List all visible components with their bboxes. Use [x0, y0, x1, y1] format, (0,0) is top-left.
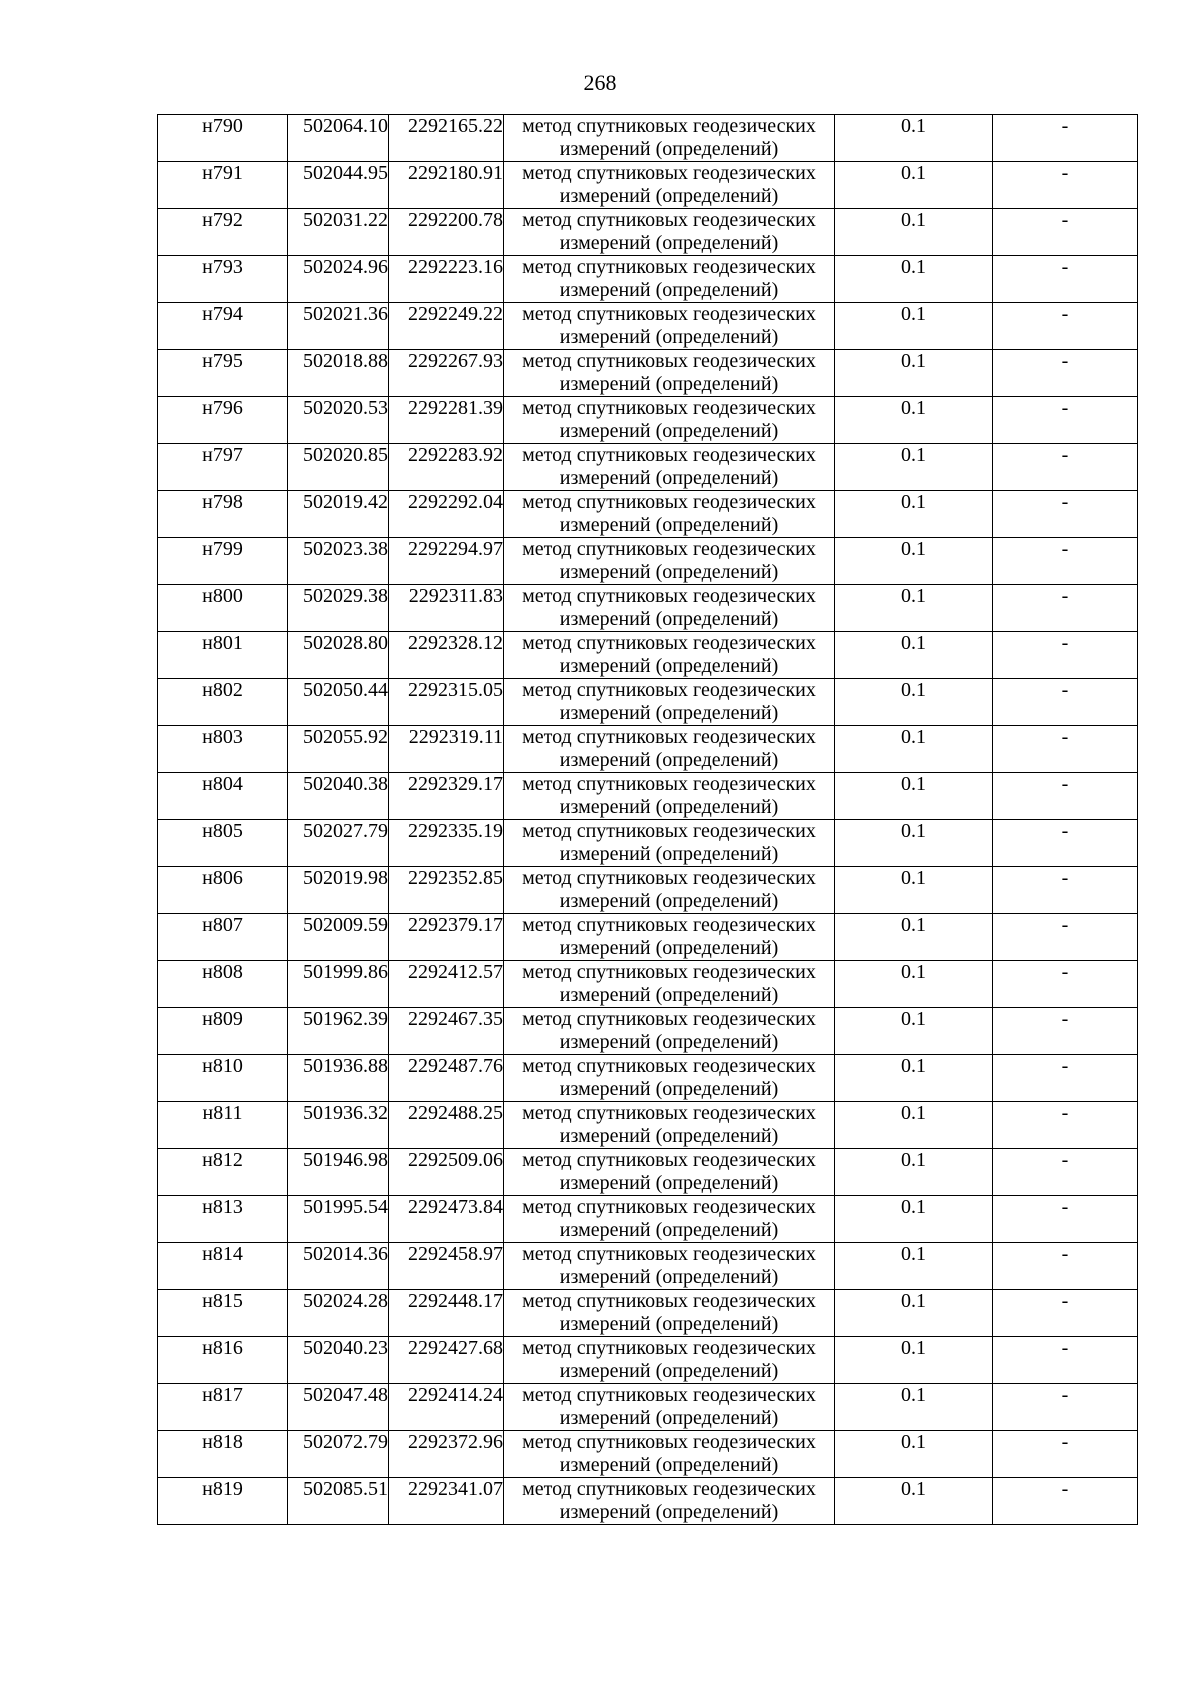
table-row: [158, 961, 1138, 1008]
note-cell: -: [993, 820, 1138, 867]
point-id-cell: н797: [158, 444, 288, 491]
point-id-cell: н792: [158, 209, 288, 256]
point-id-cell: н796: [158, 397, 288, 444]
y-coordinate-cell: 2292249.22: [389, 303, 504, 350]
method-line-2: измерений (определений): [559, 1454, 779, 1476]
method-cell: [504, 444, 835, 491]
table-row: [158, 867, 1138, 914]
x-coordinate-cell: 502014.36: [288, 1243, 389, 1290]
accuracy-cell: 0.1: [835, 397, 993, 444]
method-line-2: измерений (определений): [559, 655, 779, 677]
note-cell: -: [993, 162, 1138, 209]
note-cell: -: [993, 1055, 1138, 1102]
accuracy-cell: 0.1: [835, 1149, 993, 1196]
table-row: [158, 1431, 1138, 1478]
y-coordinate-cell: 2292281.39: [389, 397, 504, 444]
y-coordinate-cell: 2292509.06: [389, 1149, 504, 1196]
point-id-cell: н809: [158, 1008, 288, 1055]
note-cell: -: [993, 1102, 1138, 1149]
accuracy-cell: 0.1: [835, 256, 993, 303]
table-row: [158, 914, 1138, 961]
accuracy-cell: 0.1: [835, 1008, 993, 1055]
accuracy-cell: 0.1: [835, 726, 993, 773]
method-cell: [504, 1431, 835, 1478]
note-cell: -: [993, 1431, 1138, 1478]
accuracy-cell: 0.1: [835, 538, 993, 585]
point-id-cell: н806: [158, 867, 288, 914]
x-coordinate-cell: 502018.88: [288, 350, 389, 397]
y-coordinate-cell: 2292352.85: [389, 867, 504, 914]
y-coordinate-cell: 2292488.25: [389, 1102, 504, 1149]
accuracy-cell: 0.1: [835, 1478, 993, 1525]
method-cell: [504, 1478, 835, 1525]
method-line-1: метод спутниковых геодезических: [522, 961, 816, 983]
y-coordinate-cell: 2292473.84: [389, 1196, 504, 1243]
point-id-cell: н810: [158, 1055, 288, 1102]
accuracy-cell: 0.1: [835, 1243, 993, 1290]
method-line-2: измерений (определений): [559, 1313, 779, 1335]
x-coordinate-cell: 502024.28: [288, 1290, 389, 1337]
y-coordinate-cell: 2292292.04: [389, 491, 504, 538]
table-row: [158, 1008, 1138, 1055]
table-row: [158, 1149, 1138, 1196]
y-coordinate-cell: 2292315.05: [389, 679, 504, 726]
x-coordinate-cell: 502021.36: [288, 303, 389, 350]
method-line-1: метод спутниковых геодезических: [522, 1196, 816, 1218]
y-coordinate-cell: 2292467.35: [389, 1008, 504, 1055]
table-row: [158, 632, 1138, 679]
x-coordinate-cell: 501962.39: [288, 1008, 389, 1055]
method-line-1: метод спутниковых геодезических: [522, 1384, 816, 1406]
x-coordinate-cell: 502085.51: [288, 1478, 389, 1525]
method-line-2: измерений (определений): [559, 138, 779, 160]
x-coordinate-cell: 502031.22: [288, 209, 389, 256]
method-cell: [504, 867, 835, 914]
method-cell: [504, 773, 835, 820]
y-coordinate-cell: 2292372.96: [389, 1431, 504, 1478]
table-row: [158, 115, 1138, 162]
method-line-2: измерений (определений): [559, 608, 779, 630]
table-row: [158, 585, 1138, 632]
accuracy-cell: 0.1: [835, 1196, 993, 1243]
y-coordinate-cell: 2292341.07: [389, 1478, 504, 1525]
method-line-2: измерений (определений): [559, 1219, 779, 1241]
method-line-1: метод спутниковых геодезических: [522, 1290, 816, 1312]
point-id-cell: н812: [158, 1149, 288, 1196]
x-coordinate-cell: 502028.80: [288, 632, 389, 679]
y-coordinate-cell: 2292379.17: [389, 914, 504, 961]
point-id-cell: н814: [158, 1243, 288, 1290]
method-line-1: метод спутниковых геодезических: [522, 820, 816, 842]
y-coordinate-cell: 2292180.91: [389, 162, 504, 209]
accuracy-cell: 0.1: [835, 632, 993, 679]
x-coordinate-cell: 501936.88: [288, 1055, 389, 1102]
x-coordinate-cell: 502020.85: [288, 444, 389, 491]
table-row: [158, 726, 1138, 773]
method-cell: [504, 303, 835, 350]
accuracy-cell: 0.1: [835, 303, 993, 350]
method-line-2: измерений (определений): [559, 1125, 779, 1147]
x-coordinate-cell: 502055.92: [288, 726, 389, 773]
point-id-cell: н815: [158, 1290, 288, 1337]
method-line-2: измерений (определений): [559, 467, 779, 489]
method-line-2: измерений (определений): [559, 890, 779, 912]
accuracy-cell: 0.1: [835, 961, 993, 1008]
y-coordinate-cell: 2292458.97: [389, 1243, 504, 1290]
table-row: [158, 1196, 1138, 1243]
note-cell: -: [993, 1008, 1138, 1055]
method-cell: [504, 585, 835, 632]
x-coordinate-cell: 502019.42: [288, 491, 389, 538]
note-cell: -: [993, 350, 1138, 397]
method-cell: [504, 1290, 835, 1337]
method-line-1: метод спутниковых геодезических: [522, 679, 816, 701]
point-id-cell: н816: [158, 1337, 288, 1384]
note-cell: -: [993, 773, 1138, 820]
method-cell: [504, 538, 835, 585]
note-cell: -: [993, 538, 1138, 585]
note-cell: -: [993, 1290, 1138, 1337]
method-line-1: метод спутниковых геодезических: [522, 726, 816, 748]
method-line-2: измерений (определений): [559, 1031, 779, 1053]
method-line-1: метод спутниковых геодезических: [522, 1478, 816, 1500]
method-cell: [504, 1243, 835, 1290]
method-line-2: измерений (определений): [559, 561, 779, 583]
accuracy-cell: 0.1: [835, 1337, 993, 1384]
method-cell: [504, 1055, 835, 1102]
x-coordinate-cell: 501995.54: [288, 1196, 389, 1243]
x-coordinate-cell: 502019.98: [288, 867, 389, 914]
y-coordinate-cell: 2292427.68: [389, 1337, 504, 1384]
accuracy-cell: 0.1: [835, 867, 993, 914]
table-row: [158, 162, 1138, 209]
x-coordinate-cell: 502050.44: [288, 679, 389, 726]
x-coordinate-cell: 502064.10: [288, 115, 389, 162]
accuracy-cell: 0.1: [835, 914, 993, 961]
note-cell: -: [993, 867, 1138, 914]
y-coordinate-cell: 2292487.76: [389, 1055, 504, 1102]
table-row: [158, 538, 1138, 585]
method-cell: [504, 632, 835, 679]
point-id-cell: н802: [158, 679, 288, 726]
method-line-1: метод спутниковых геодезических: [522, 773, 816, 795]
table-row: [158, 1290, 1138, 1337]
method-line-1: метод спутниковых геодезических: [522, 1102, 816, 1124]
y-coordinate-cell: 2292294.97: [389, 538, 504, 585]
table-row: [158, 491, 1138, 538]
note-cell: -: [993, 585, 1138, 632]
point-id-cell: н801: [158, 632, 288, 679]
note-cell: -: [993, 1243, 1138, 1290]
method-cell: [504, 679, 835, 726]
accuracy-cell: 0.1: [835, 1102, 993, 1149]
method-line-2: измерений (определений): [559, 326, 779, 348]
note-cell: -: [993, 914, 1138, 961]
method-cell: [504, 491, 835, 538]
coordinates-table: [157, 114, 1138, 1525]
method-cell: [504, 162, 835, 209]
accuracy-cell: 0.1: [835, 1290, 993, 1337]
point-id-cell: н818: [158, 1431, 288, 1478]
accuracy-cell: 0.1: [835, 162, 993, 209]
point-id-cell: н790: [158, 115, 288, 162]
accuracy-cell: 0.1: [835, 115, 993, 162]
method-line-2: измерений (определений): [559, 796, 779, 818]
y-coordinate-cell: 2292329.17: [389, 773, 504, 820]
point-id-cell: н800: [158, 585, 288, 632]
note-cell: -: [993, 115, 1138, 162]
method-line-1: метод спутниковых геодезических: [522, 397, 816, 419]
x-coordinate-cell: 501936.32: [288, 1102, 389, 1149]
accuracy-cell: 0.1: [835, 585, 993, 632]
method-line-2: измерений (определений): [559, 514, 779, 536]
x-coordinate-cell: 502040.23: [288, 1337, 389, 1384]
point-id-cell: н791: [158, 162, 288, 209]
accuracy-cell: 0.1: [835, 820, 993, 867]
note-cell: -: [993, 1478, 1138, 1525]
method-line-2: измерений (определений): [559, 1078, 779, 1100]
point-id-cell: н807: [158, 914, 288, 961]
x-coordinate-cell: 502047.48: [288, 1384, 389, 1431]
method-line-2: измерений (определений): [559, 279, 779, 301]
method-line-1: метод спутниковых геодезических: [522, 1243, 816, 1265]
method-line-2: измерений (определений): [559, 373, 779, 395]
point-id-cell: н794: [158, 303, 288, 350]
y-coordinate-cell: 2292311.83: [389, 585, 504, 632]
method-cell: [504, 914, 835, 961]
method-line-2: измерений (определений): [559, 937, 779, 959]
note-cell: -: [993, 397, 1138, 444]
method-cell: [504, 209, 835, 256]
method-cell: [504, 1384, 835, 1431]
method-line-1: метод спутниковых геодезических: [522, 209, 816, 231]
method-line-1: метод спутниковых геодезических: [522, 444, 816, 466]
table-row: [158, 350, 1138, 397]
method-cell: [504, 961, 835, 1008]
table-row: [158, 1478, 1138, 1525]
method-line-2: измерений (определений): [559, 185, 779, 207]
method-cell: [504, 1008, 835, 1055]
accuracy-cell: 0.1: [835, 773, 993, 820]
note-cell: -: [993, 209, 1138, 256]
point-id-cell: н813: [158, 1196, 288, 1243]
accuracy-cell: 0.1: [835, 679, 993, 726]
method-line-1: метод спутниковых геодезических: [522, 1337, 816, 1359]
note-cell: -: [993, 444, 1138, 491]
method-line-1: метод спутниковых геодезических: [522, 632, 816, 654]
y-coordinate-cell: 2292200.78: [389, 209, 504, 256]
y-coordinate-cell: 2292414.24: [389, 1384, 504, 1431]
note-cell: -: [993, 679, 1138, 726]
point-id-cell: н819: [158, 1478, 288, 1525]
x-coordinate-cell: 501999.86: [288, 961, 389, 1008]
x-coordinate-cell: 502009.59: [288, 914, 389, 961]
x-coordinate-cell: 502040.38: [288, 773, 389, 820]
point-id-cell: н817: [158, 1384, 288, 1431]
method-line-1: метод спутниковых геодезических: [522, 256, 816, 278]
table-row: [158, 303, 1138, 350]
note-cell: -: [993, 961, 1138, 1008]
method-line-1: метод спутниковых геодезических: [522, 162, 816, 184]
method-line-1: метод спутниковых геодезических: [522, 538, 816, 560]
method-cell: [504, 820, 835, 867]
table-row: [158, 1102, 1138, 1149]
x-coordinate-cell: 502023.38: [288, 538, 389, 585]
accuracy-cell: 0.1: [835, 1384, 993, 1431]
note-cell: -: [993, 632, 1138, 679]
method-cell: [504, 1102, 835, 1149]
accuracy-cell: 0.1: [835, 350, 993, 397]
point-id-cell: н804: [158, 773, 288, 820]
table-row: [158, 256, 1138, 303]
table-row: [158, 820, 1138, 867]
table-row: [158, 679, 1138, 726]
note-cell: -: [993, 726, 1138, 773]
table-row: [158, 209, 1138, 256]
point-id-cell: н798: [158, 491, 288, 538]
y-coordinate-cell: 2292448.17: [389, 1290, 504, 1337]
y-coordinate-cell: 2292283.92: [389, 444, 504, 491]
note-cell: -: [993, 1149, 1138, 1196]
table-row: [158, 397, 1138, 444]
method-cell: [504, 1337, 835, 1384]
method-cell: [504, 1149, 835, 1196]
method-line-2: измерений (определений): [559, 843, 779, 865]
method-cell: [504, 256, 835, 303]
y-coordinate-cell: 2292165.22: [389, 115, 504, 162]
method-line-1: метод спутниковых геодезических: [522, 1055, 816, 1077]
point-id-cell: н793: [158, 256, 288, 303]
point-id-cell: н803: [158, 726, 288, 773]
method-line-1: метод спутниковых геодезических: [522, 1008, 816, 1030]
point-id-cell: н811: [158, 1102, 288, 1149]
point-id-cell: н795: [158, 350, 288, 397]
method-line-2: измерений (определений): [559, 420, 779, 442]
method-line-1: метод спутниковых геодезических: [522, 115, 816, 137]
note-cell: -: [993, 491, 1138, 538]
x-coordinate-cell: 502027.79: [288, 820, 389, 867]
method-line-1: метод спутниковых геодезических: [522, 1431, 816, 1453]
method-line-2: измерений (определений): [559, 232, 779, 254]
method-line-2: измерений (определений): [559, 749, 779, 771]
table-row: [158, 444, 1138, 491]
x-coordinate-cell: 502024.96: [288, 256, 389, 303]
method-cell: [504, 350, 835, 397]
table-row: [158, 1384, 1138, 1431]
y-coordinate-cell: 2292328.12: [389, 632, 504, 679]
x-coordinate-cell: 502044.95: [288, 162, 389, 209]
method-line-1: метод спутниковых геодезических: [522, 1149, 816, 1171]
point-id-cell: н799: [158, 538, 288, 585]
point-id-cell: н805: [158, 820, 288, 867]
method-line-2: измерений (определений): [559, 1172, 779, 1194]
note-cell: -: [993, 303, 1138, 350]
note-cell: -: [993, 1337, 1138, 1384]
method-line-2: измерений (определений): [559, 1360, 779, 1382]
accuracy-cell: 0.1: [835, 444, 993, 491]
x-coordinate-cell: 502029.38: [288, 585, 389, 632]
method-line-2: измерений (определений): [559, 1501, 779, 1523]
accuracy-cell: 0.1: [835, 1055, 993, 1102]
y-coordinate-cell: 2292223.16: [389, 256, 504, 303]
method-line-2: измерений (определений): [559, 1266, 779, 1288]
table-row: [158, 1055, 1138, 1102]
method-cell: [504, 115, 835, 162]
note-cell: -: [993, 1384, 1138, 1431]
y-coordinate-cell: 2292335.19: [389, 820, 504, 867]
note-cell: -: [993, 256, 1138, 303]
note-cell: -: [993, 1196, 1138, 1243]
x-coordinate-cell: 502072.79: [288, 1431, 389, 1478]
accuracy-cell: 0.1: [835, 491, 993, 538]
method-line-2: измерений (определений): [559, 984, 779, 1006]
coordinates-table-body: [158, 115, 1138, 1525]
y-coordinate-cell: 2292267.93: [389, 350, 504, 397]
method-line-1: метод спутниковых геодезических: [522, 585, 816, 607]
table-row: [158, 1337, 1138, 1384]
method-line-1: метод спутниковых геодезических: [522, 914, 816, 936]
accuracy-cell: 0.1: [835, 209, 993, 256]
point-id-cell: н808: [158, 961, 288, 1008]
method-line-1: метод спутниковых геодезических: [522, 350, 816, 372]
method-line-1: метод спутниковых геодезических: [522, 867, 816, 889]
accuracy-cell: 0.1: [835, 1431, 993, 1478]
page-number: 268: [583, 70, 617, 95]
method-line-1: метод спутниковых геодезических: [522, 491, 816, 513]
method-line-1: метод спутниковых геодезических: [522, 303, 816, 325]
x-coordinate-cell: 501946.98: [288, 1149, 389, 1196]
method-line-2: измерений (определений): [559, 1407, 779, 1429]
method-cell: [504, 397, 835, 444]
method-cell: [504, 726, 835, 773]
table-row: [158, 773, 1138, 820]
method-line-2: измерений (определений): [559, 702, 779, 724]
y-coordinate-cell: 2292319.11: [389, 726, 504, 773]
table-row: [158, 1243, 1138, 1290]
y-coordinate-cell: 2292412.57: [389, 961, 504, 1008]
x-coordinate-cell: 502020.53: [288, 397, 389, 444]
method-cell: [504, 1196, 835, 1243]
